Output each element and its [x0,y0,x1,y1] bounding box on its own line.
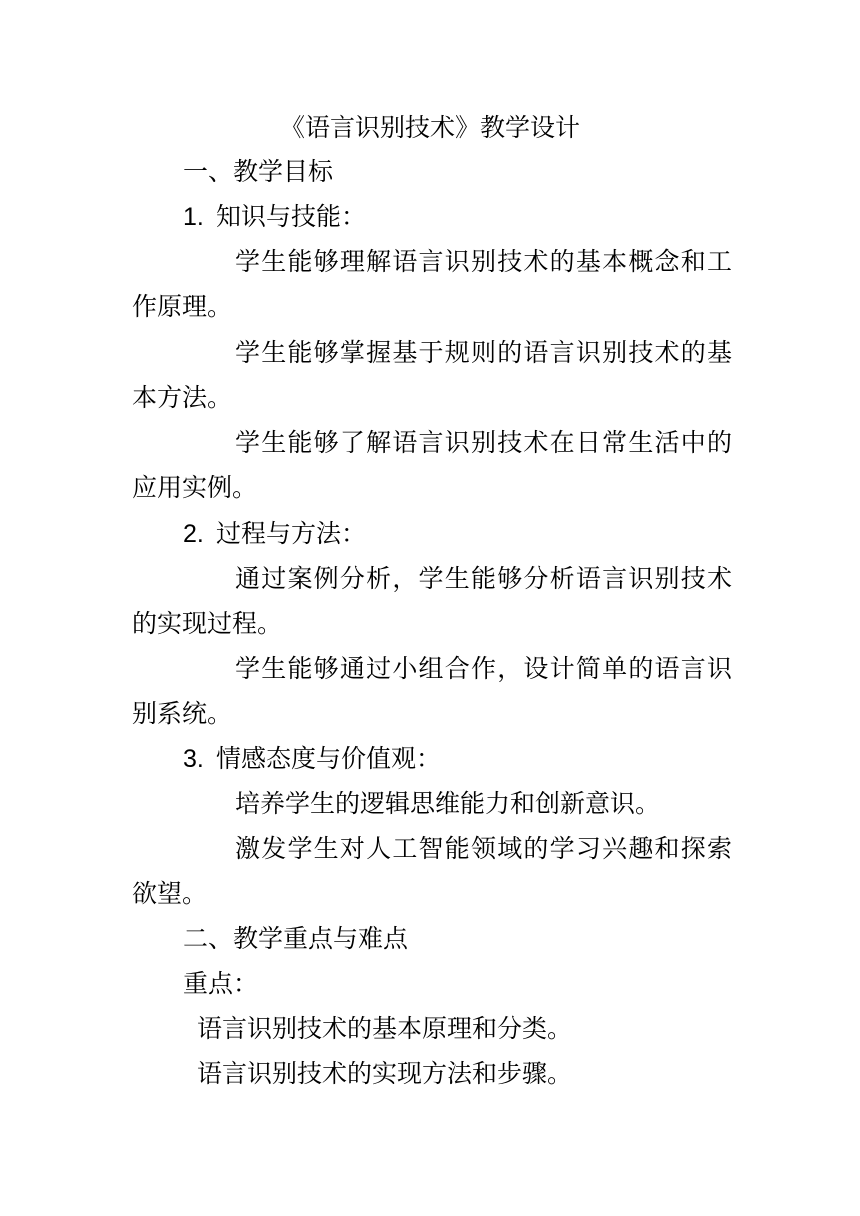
paragraph-line: 别系统。 [132,699,233,728]
subheading-knowledge [183,199,366,235]
subheading-text: 情感态度与价值观： [216,744,442,773]
paragraph-line: 通过案例分析，学生能够分析语言识别技术 [235,564,732,593]
paragraph-line: 培养学生的逻辑思维能力和创新意识。 [235,789,661,818]
paragraph-line: 欲望。 [132,879,208,908]
subheading-text: 过程与方法： [216,519,367,548]
paragraph [132,561,732,642]
key-point: 语言识别技术的实现方法和步骤。 [197,1059,573,1088]
document-title: 《语言识别技术》教学设计 [279,113,580,142]
section-heading-key-points: 二、教学重点与难点 [183,924,409,953]
paragraph-line: 本方法。 [132,383,233,412]
paragraph-line: 激发学生对人工智能领域的学习兴趣和探索 [235,834,732,863]
paragraph [132,335,732,416]
paragraph-line: 学生能够理解语言识别技术的基本概念和工 [235,247,732,276]
paragraph-line: 学生能够了解语言识别技术在日常生活中的 [235,428,732,457]
subheading-text: 知识与技能： [216,202,367,231]
paragraph-line: 学生能够掌握基于规则的语言识别技术的基 [235,338,732,367]
paragraph [132,651,732,732]
key-point: 语言识别技术的基本原理和分类。 [197,1014,573,1043]
subheading-process [183,516,366,552]
item-number: 1. [183,203,204,231]
item-number: 3. [183,745,204,773]
paragraph-line: 的实现过程。 [132,609,283,638]
paragraph [132,244,732,325]
item-number: 2. [183,520,204,548]
paragraph [132,425,732,506]
paragraph-line: 作原理。 [132,292,233,321]
paragraph-line: 应用实例。 [132,473,258,502]
paragraph-line: 学生能够通过小组合作，设计简单的语言识 [235,654,732,683]
paragraph [132,831,732,912]
subheading-attitude [183,741,441,777]
key-label: 重点： [183,969,259,998]
section-heading-objectives: 一、教学目标 [183,157,334,186]
